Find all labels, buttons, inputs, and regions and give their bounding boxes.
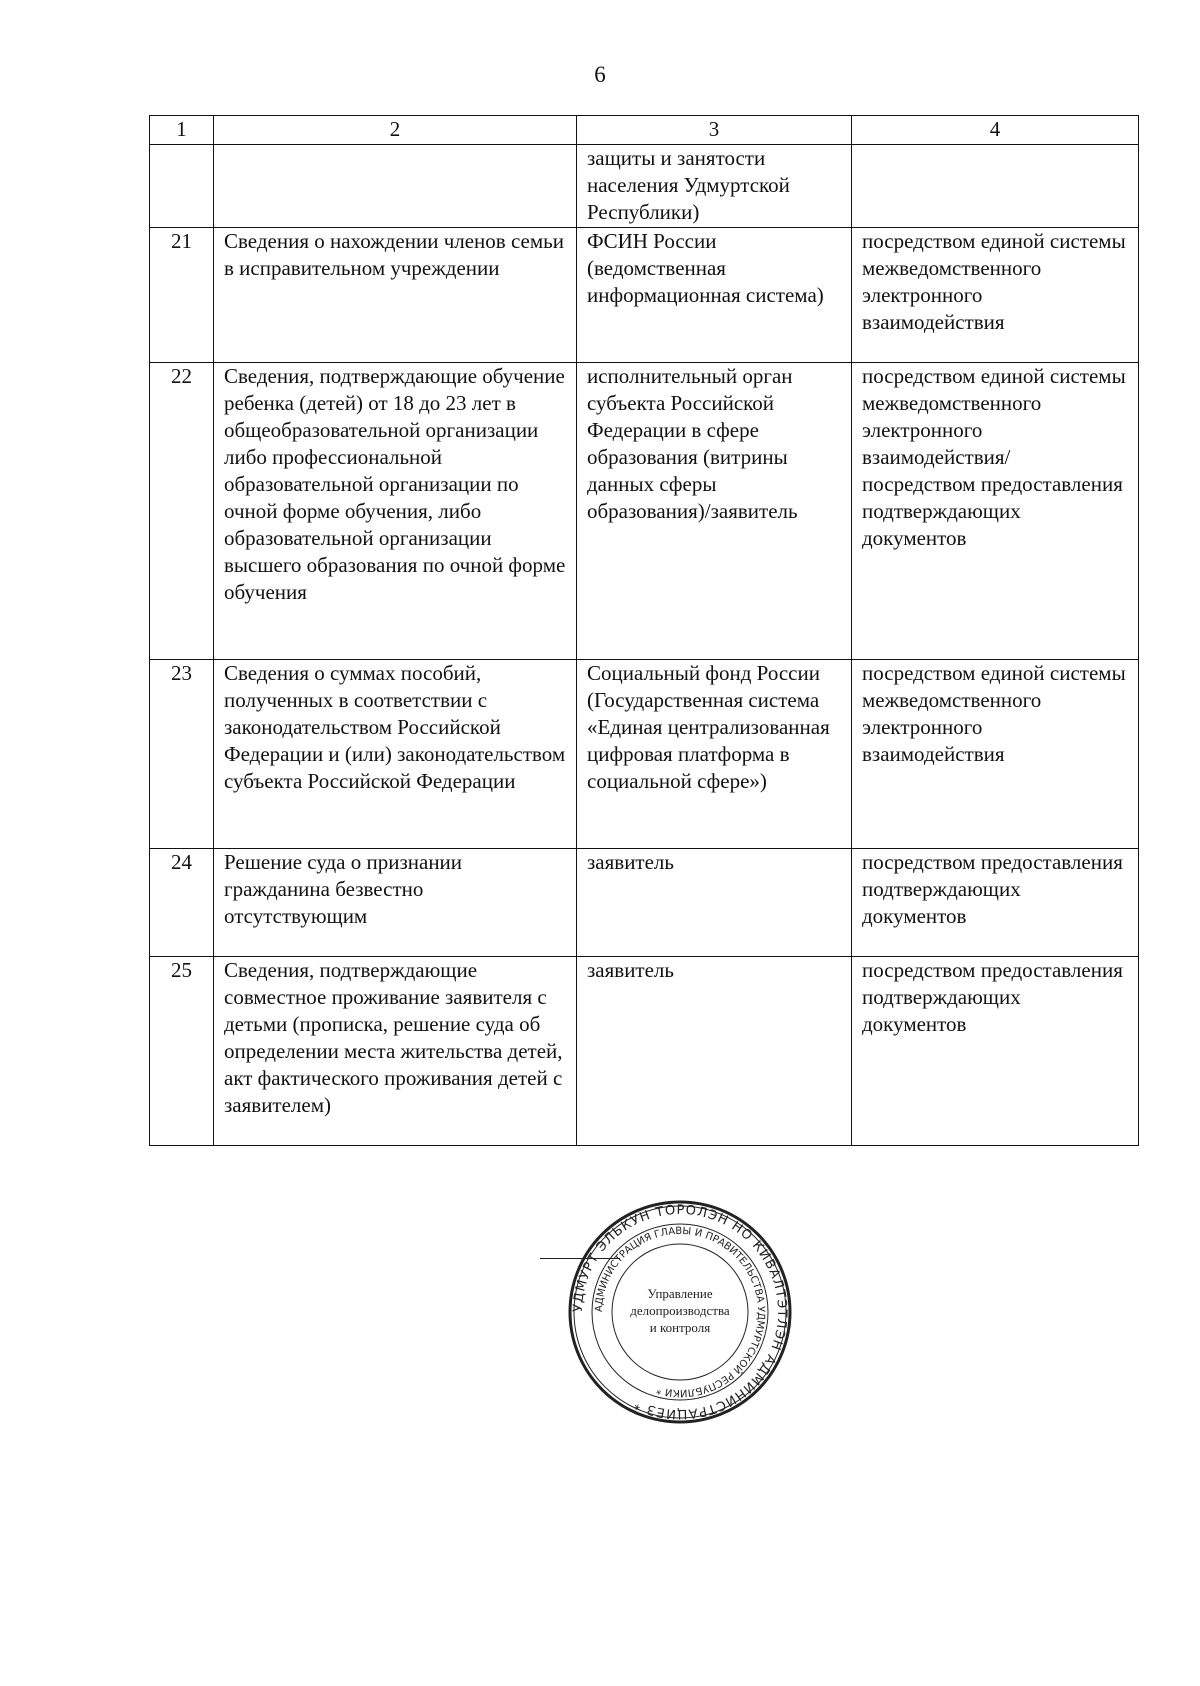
- row-number: [150, 145, 214, 228]
- row-method: посредством единой системы межведомственного электронного взаимодействия: [852, 660, 1139, 849]
- seal-center-line: и контроля: [649, 1320, 711, 1335]
- table-row: [150, 957, 1139, 1146]
- column-header: 2: [214, 116, 577, 145]
- row-method: посредством предоставления подтверждающих документов: [852, 849, 1139, 957]
- row-description: Сведения, подтверждающие обучение ребенка (детей) от 18 до 23 лет в общеобразовательной организации либо профессиональной образовательной организации по очной форме обучения, либо образовательной организации высшего образования по очной форме обучения: [214, 363, 577, 660]
- table-row: [150, 849, 1139, 957]
- seal-center-line: делопроизводства: [630, 1303, 730, 1318]
- row-number: 25: [150, 957, 214, 1146]
- column-header: 1: [150, 116, 214, 145]
- table-row: [150, 660, 1139, 849]
- data-table: [149, 115, 1139, 1146]
- row-method: посредством предоставления подтверждающих документов: [852, 957, 1139, 1146]
- row-method: посредством единой системы межведомственного электронного взаимодействия/ посредством предоставления подтверждающих документов: [852, 363, 1139, 660]
- row-description: [214, 145, 577, 228]
- row-description: Решение суда о признании гражданина безвестно отсутствующим: [214, 849, 577, 957]
- row-source: заявитель: [577, 957, 852, 1146]
- table-header-row: [150, 116, 1139, 145]
- row-description: Сведения о нахождении членов семьи в исправительном учреждении: [214, 228, 577, 363]
- page-number: 6: [594, 62, 606, 87]
- row-description: Сведения о суммах пособий, полученных в соответствии с законодательством Российской Федерации и (или) законодательством субъекта Российской Федерации: [214, 660, 577, 849]
- row-number: 21: [150, 228, 214, 363]
- row-method: посредством единой системы межведомственного электронного взаимодействия: [852, 228, 1139, 363]
- row-source: ФСИН России (ведомственная информационная система): [577, 228, 852, 363]
- row-number: 24: [150, 849, 214, 957]
- row-method: [852, 145, 1139, 228]
- row-source: защиты и занятости населения Удмуртской Республики): [577, 145, 852, 228]
- row-source: заявитель: [577, 849, 852, 957]
- row-source: Социальный фонд России (Государственная система «Единая централизованная цифровая платформа в социальной сфере»): [577, 660, 852, 849]
- table-row: [150, 363, 1139, 660]
- row-description: Сведения, подтверждающие совместное проживание заявителя с детьми (прописка, решение суда об определении места жительства детей, акт фактического проживания детей с заявителем): [214, 957, 577, 1146]
- official-seal: [560, 1198, 800, 1426]
- column-header: 3: [577, 116, 852, 145]
- seal-inner-text: АДМИНИСТРАЦИЯ ГЛАВЫ И ПРАВИТЕЛЬСТВА УДМУРТСКОЙ РЕСПУБЛИКИ *: [593, 1225, 767, 1399]
- column-header: 4: [852, 116, 1139, 145]
- table-row: [150, 228, 1139, 363]
- table-row: [150, 145, 1139, 228]
- seal-center-line: Управление: [647, 1286, 713, 1301]
- seal-outer-text: УДМУРТ ЭЛЬКУН ТӦРОЛЭН НО КИВАЛТЭТЛЭН АДМИНИСТРАЦИЕЗ *: [570, 1202, 790, 1422]
- row-source: исполнительный орган субъекта Российской Федерации в сфере образования (витрины данных сферы образования)/заявитель: [577, 363, 852, 660]
- row-number: 22: [150, 363, 214, 660]
- row-number: 23: [150, 660, 214, 849]
